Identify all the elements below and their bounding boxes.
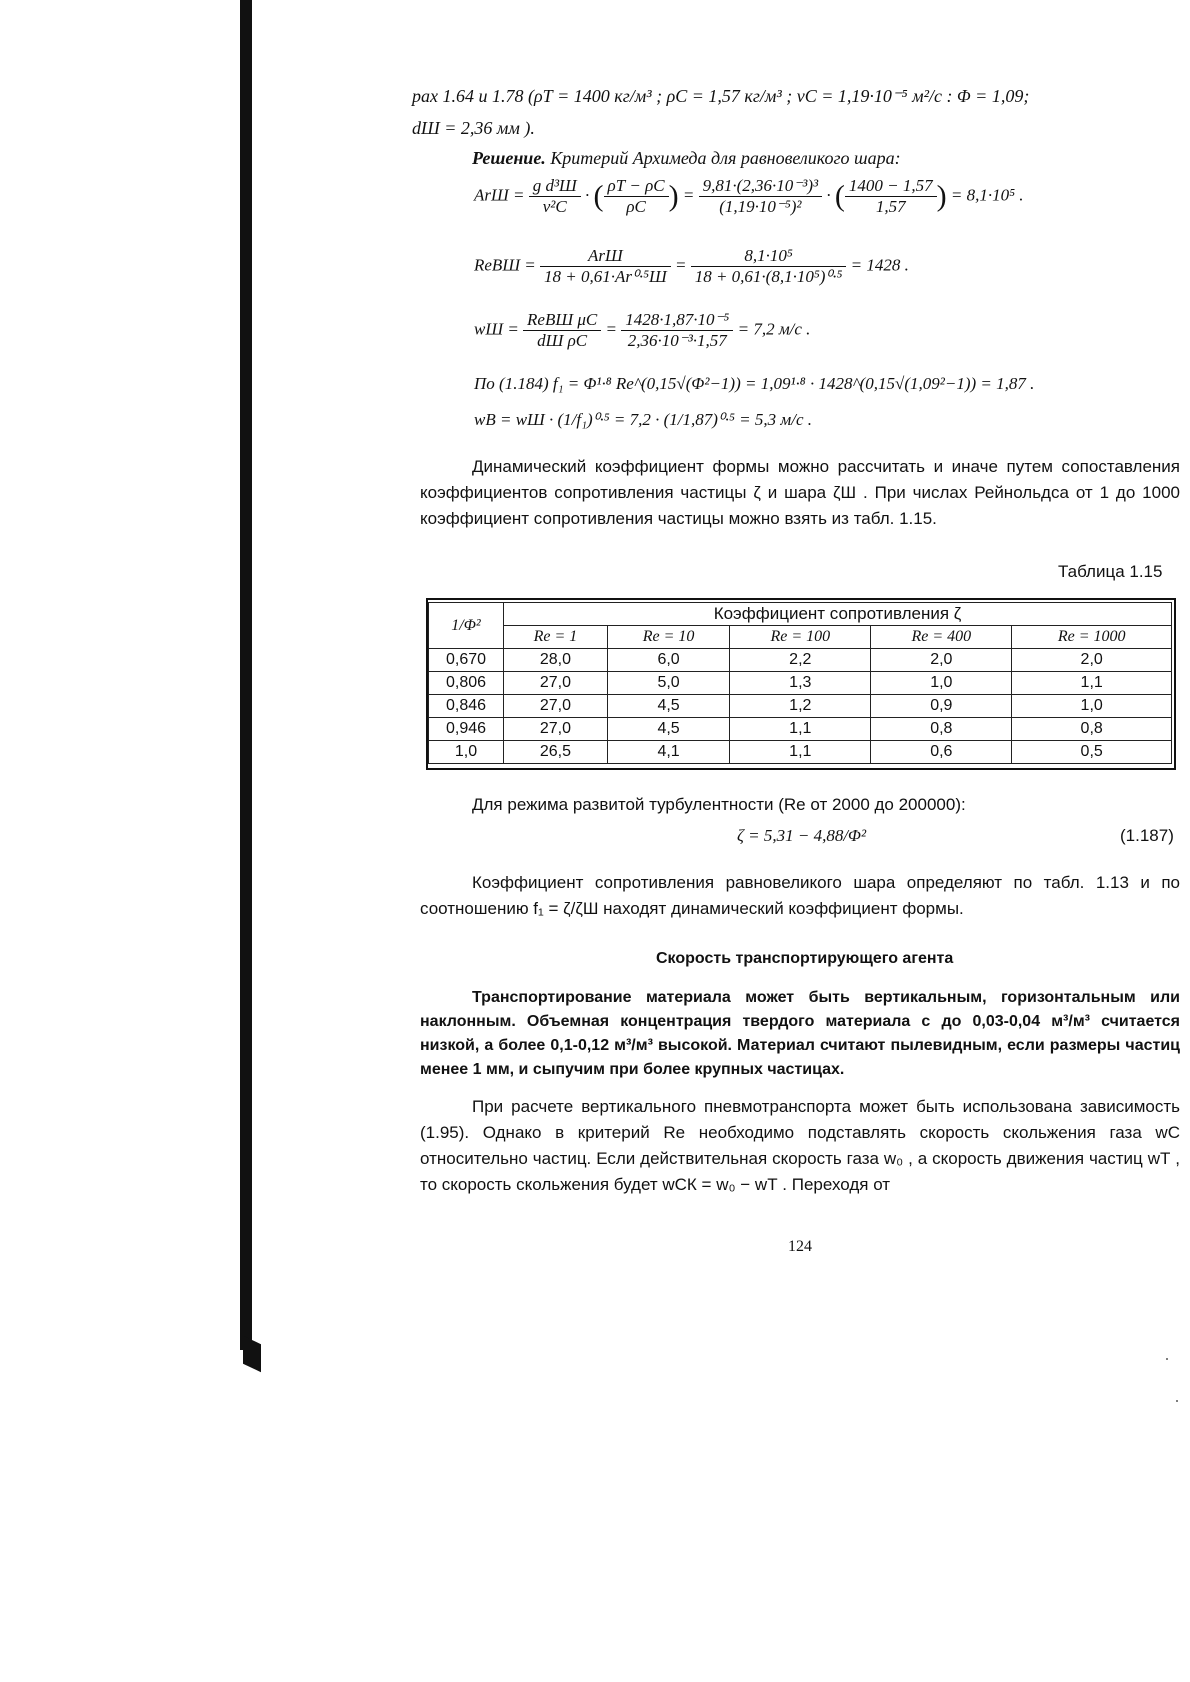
table-row-key: 0,846 — [429, 695, 504, 718]
table-cell: 0,8 — [1012, 718, 1172, 741]
intro-line-1: рах 1.64 и 1.78 (ρТ = 1400 кг/м³ ; ρС = 1,57 кг/м³ ; νС = 1,19·10⁻⁵ м²/с : Φ = 1,09; — [412, 86, 1030, 106]
table-row — [429, 741, 1172, 764]
table-column-header-row — [429, 626, 1172, 649]
table-row — [429, 649, 1172, 672]
table-row — [429, 672, 1172, 695]
solution-text: Критерий Архимеда для равновеликого шара: — [545, 148, 901, 168]
re-lhs: ReВШ = — [474, 255, 536, 275]
table-cell: 27,0 — [504, 718, 608, 741]
paragraph-2: Для режима развитой турбулентности (Re от 2000 до 200000): — [472, 795, 966, 814]
equation-wb: wВ = wШ · (1/f₁)⁰·⁵ = 7,2 · (1/1,87)⁰·⁵ = 5,3 м/с . — [474, 410, 812, 429]
w-lhs: wШ = — [474, 319, 519, 339]
solution-line — [472, 148, 901, 169]
table-cell: 1,1 — [1012, 672, 1172, 695]
equation-reynolds: ReВШ = $\frac{\text{ArШ}}{\text{18 + 0,61·Ar⁰·⁵Ш}}$ = $\frac{\text{8,1·10⁵}}{\text{18 + 0,61·(8,1·10⁵)⁰·⁵}}$ = 1428 . — [474, 246, 909, 286]
re-frac-1: $\frac{\text{ArШ}}{\text{18 + 0,61·Ar⁰·⁵Ш}}$ — [540, 246, 671, 287]
table-row-key: 0,670 — [429, 649, 504, 672]
table-cell: 4,1 — [607, 741, 729, 764]
ar-frac-2: $\frac{\rho Т - \rho С}{\rho С}$ — [604, 176, 669, 217]
page-number: 124 — [788, 1238, 812, 1255]
ar-frac-3: $\frac{\text{9,81·(2,36·10⁻³)³}}{\text{(1,19·10⁻⁵)²}}$ — [699, 176, 823, 217]
table-cell: 2,0 — [871, 649, 1012, 672]
table-row-key: 1,0 — [429, 741, 504, 764]
table-cell: 0,5 — [1012, 741, 1172, 764]
table-cell: 1,3 — [730, 672, 871, 695]
table-cell: 1,1 — [730, 741, 871, 764]
table-group-header: Коэффициент сопротивления ζ — [504, 603, 1172, 626]
ar-lhs: ArШ = — [474, 185, 525, 205]
ar-frac-4: $\frac{1400 - 1,57}{1,57}$ — [845, 176, 937, 217]
paragraph-1: Динамический коэффициент формы можно рассчитать и иначе путем сопоставления коэффициентов сопротивления частицы ζ и шара ζШ . При числах Рейнольдса от 1 до 1000 коэффициент сопротивления частицы можно взять из табл. 1.15. — [420, 457, 1180, 528]
w-result: = 7,2 м/с . — [737, 319, 811, 339]
solution-label: Решение. — [472, 148, 546, 168]
table-cell: 0,8 — [871, 718, 1012, 741]
table-cell: 0,6 — [871, 741, 1012, 764]
table-row — [429, 718, 1172, 741]
table-cell: 4,5 — [607, 695, 729, 718]
re-frac-2: $\frac{\text{8,1·10⁵}}{\text{18 + 0,61·(8,1·10⁵)⁰·⁵}}$ — [691, 246, 847, 287]
ar-frac-1: $\frac{\text{g d³Ш}}{\text{ν²С}}$ — [529, 176, 581, 217]
table-cell: 2,2 — [730, 649, 871, 672]
table-cell: 1,2 — [730, 695, 871, 718]
w-frac-2: $\frac{\text{1428·1,87·10⁻⁵}}{\text{2,36·10⁻³·1,57}}$ — [621, 310, 733, 351]
table-cell: 28,0 — [504, 649, 608, 672]
table-corner-header: 1/Φ² — [429, 603, 504, 649]
table-caption: Таблица 1.15 — [1058, 562, 1163, 581]
table-column-header: Re = 1 — [504, 626, 608, 649]
table-cell: 27,0 — [504, 695, 608, 718]
section-title: Скорость транспортирующего агента — [656, 950, 954, 967]
re-result: = 1428 . — [850, 255, 909, 275]
w-frac-1: $\frac{\text{ReВШ μС}}{\text{dШ ρС}}$ — [523, 310, 601, 351]
equation-1187: ζ = 5,31 − 4,88/Φ² — [737, 826, 867, 845]
table-row-key: 0,946 — [429, 718, 504, 741]
paragraph-4: Транспортирование материала может быть вертикальным, горизонтальным или наклонным. Объемная концентрация твердого материала c до 0,03-0,04 м³/м³ считается низкой, а более 0,1-0,12 м³/м³ высокой. Материал считают пылевидным, если размеры частиц менее 1 мм, и сыпучим при более крупных частицах. — [420, 989, 1180, 1078]
table-row-key: 0,806 — [429, 672, 504, 695]
table-column-header: Re = 1000 — [1012, 626, 1172, 649]
table-column-header: Re = 400 — [871, 626, 1012, 649]
table-cell: 1,0 — [871, 672, 1012, 695]
equation-velocity: wШ = $\frac{\text{ReВШ μС}}{\text{dШ ρС}}$ = $\frac{\text{1428·1,87·10⁻⁵}}{\text{2,36·10⁻³·1,57}}$ = 7,2 м/с . — [474, 310, 811, 350]
table-cell: 1,1 — [730, 718, 871, 741]
table-cell: 5,0 — [607, 672, 729, 695]
table-column-header: Re = 100 — [730, 626, 871, 649]
scan-speck — [1176, 1400, 1178, 1402]
intro-line-2: dШ = 2,36 мм ). — [412, 118, 535, 138]
table-body — [429, 649, 1172, 764]
equation-shape-factor: По (1.184) f₁ = Φ¹·⁸ Re^(0,15√(Φ²−1)) = 1,09¹·⁸ · 1428^(0,15√(1,09²−1)) = 1,87 . — [474, 374, 1035, 393]
coefficient-table — [428, 602, 1172, 764]
scan-speck — [1166, 1358, 1168, 1360]
table-cell: 27,0 — [504, 672, 608, 695]
table-cell: 1,0 — [1012, 695, 1172, 718]
equation-1187-number: (1.187) — [1120, 826, 1174, 845]
paragraph-5: При расчете вертикального пневмотранспорта может быть использована зависимость (1.95). Однако в критерий Re необходимо подставлять скорость скольжения газа wС относительно частиц. Если действительная скорость газа w₀ , а скорость движения частиц wТ , то скорость скольжения будет wСК = w₀ − wТ . Переходя от — [420, 1097, 1180, 1194]
table-column-header: Re = 10 — [607, 626, 729, 649]
table-cell: 6,0 — [607, 649, 729, 672]
equation-archimedes: ArШ = $\frac{\text{g d³Ш}}{\text{ν²С}}$ · ( $\frac{\rho Т - \rho С}{\rho С}$ ) = $\frac{\text{9,81·(2,36·10⁻³)³}}{\text{(1,19·10⁻⁵)²}}$ · ( $\frac{1400 - 1,57}{1,57}$ ) = 8,1·10⁵ . — [474, 176, 1024, 216]
table-cell: 2,0 — [1012, 649, 1172, 672]
table-cell: 4,5 — [607, 718, 729, 741]
table-row — [429, 695, 1172, 718]
table-cell: 26,5 — [504, 741, 608, 764]
paragraph-3: Коэффициент сопротивления равновеликого шара определяют по табл. 1.13 и по соотношению f₁ = ζ/ζШ находят динамический коэффициент формы. — [420, 873, 1180, 918]
ar-result: = 8,1·10⁵ . — [950, 185, 1024, 205]
table-cell: 0,9 — [871, 695, 1012, 718]
